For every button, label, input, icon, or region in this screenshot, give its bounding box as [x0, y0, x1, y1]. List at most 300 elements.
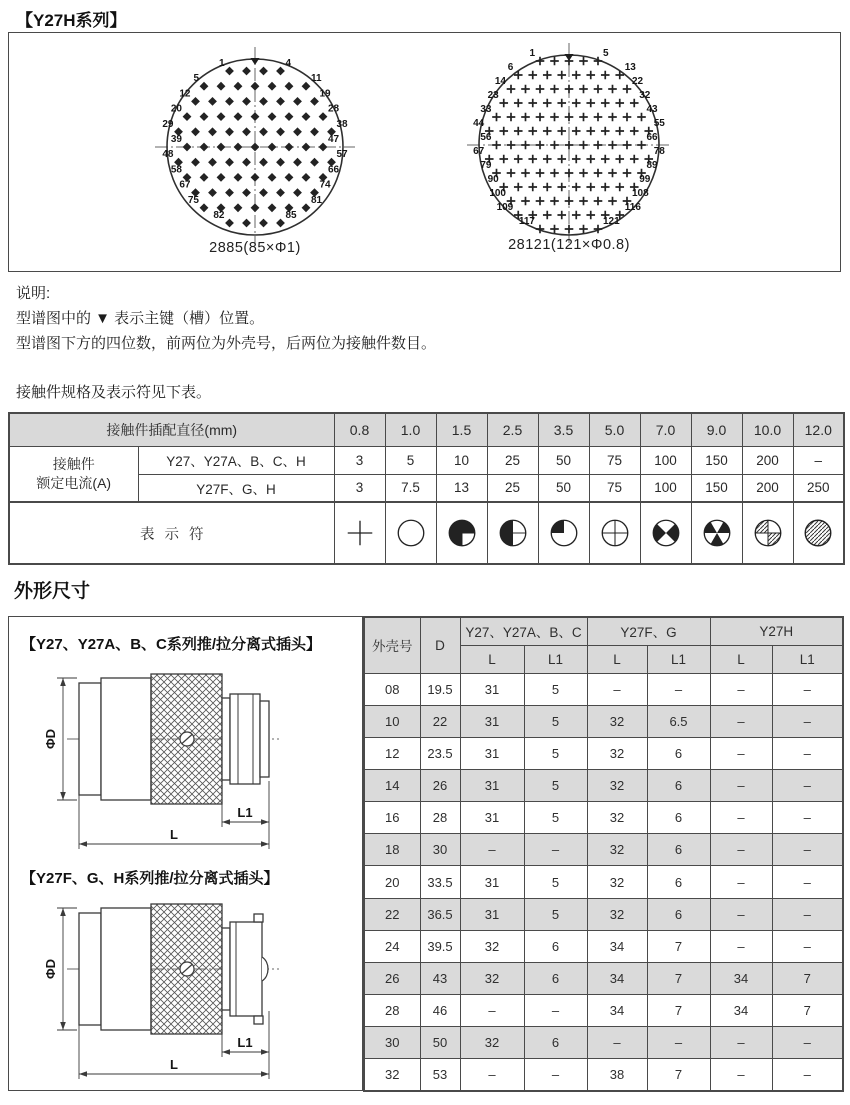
dim-cell: 7	[647, 994, 710, 1026]
dim-subcol: L	[460, 645, 524, 673]
contact-pin	[536, 113, 545, 122]
contact-pin	[302, 203, 311, 212]
dim-cell: 5	[524, 770, 587, 802]
drawing1-title: 【Y27、Y27A、B、C系列推/拉分离式插头】	[21, 636, 322, 653]
contact-pin	[234, 203, 243, 212]
contact-pin	[536, 225, 545, 234]
drawing2-title: 【Y27F、G、H系列推/拉分离式插头】	[21, 870, 279, 887]
pin-number: 82	[213, 210, 225, 221]
dim-cell: 5	[524, 737, 587, 769]
contact-pin	[259, 127, 268, 136]
contact-pin	[594, 197, 603, 206]
dim-subcol: L1	[524, 645, 587, 673]
contact-pin	[615, 183, 624, 192]
dim-d-value: 19.5	[420, 673, 460, 705]
contact-pin	[302, 82, 311, 91]
contact-pin	[586, 183, 595, 192]
contact-pin	[536, 141, 545, 150]
contact-pin	[251, 112, 260, 121]
spec-diameter-value: 1.0	[385, 413, 436, 446]
contact-pin	[586, 211, 595, 220]
dim-cell: –	[772, 898, 843, 930]
contact-pin	[565, 85, 574, 94]
pin-number: 44	[473, 118, 485, 129]
spec-current-value: 100	[640, 446, 691, 474]
circle-hatched-quads-icon	[751, 516, 785, 550]
contact-pin	[251, 82, 260, 91]
contact-pin	[579, 197, 588, 206]
contact-pin	[543, 71, 552, 80]
contact-pin	[565, 57, 574, 66]
dim-label-phi-d: ΦD	[43, 958, 58, 980]
dim-table-row	[364, 1027, 843, 1059]
contact-pin	[572, 71, 581, 80]
dim-series-group: Y27、Y27A、B、C	[460, 617, 587, 645]
contact-pin	[191, 158, 200, 167]
pin-number: 33	[480, 104, 492, 115]
dim-cell: 34	[710, 994, 772, 1026]
dim-d-value: 43	[420, 962, 460, 994]
contact-pin	[586, 71, 595, 80]
dim-cell: –	[587, 1027, 647, 1059]
dimensions-table	[363, 616, 844, 1092]
contact-pin	[623, 85, 632, 94]
dim-table-row	[364, 705, 843, 737]
spec-current-value: 50	[538, 446, 589, 474]
contact-pin	[242, 188, 251, 197]
contact-pin	[550, 225, 559, 234]
dim-cell: –	[772, 1059, 843, 1091]
contact-pin	[572, 127, 581, 136]
pin-number: 11	[311, 73, 322, 85]
contact-pin	[200, 112, 209, 121]
contact-pin	[514, 183, 523, 192]
contact-symbol-cell	[436, 502, 487, 564]
contact-pin	[572, 211, 581, 220]
dim-cell: 32	[460, 1027, 524, 1059]
contact-pin	[293, 158, 302, 167]
contact-pin	[579, 169, 588, 178]
spec-diameter-value: 2.5	[487, 413, 538, 446]
pin-number: 38	[336, 118, 348, 130]
contact-pin	[285, 82, 294, 91]
dim-cell: –	[647, 1027, 710, 1059]
contact-pin	[536, 169, 545, 178]
contact-pin	[200, 173, 209, 182]
circle-open-icon	[394, 516, 428, 550]
dim-cell: 32	[587, 770, 647, 802]
dim-cell: 6.5	[647, 705, 710, 737]
pin-number: 47	[328, 134, 340, 145]
dim-series-group: Y27F、G	[587, 617, 710, 645]
spec-diameter-value: 5.0	[589, 413, 640, 446]
notes-line-key: 型谱图中的 ▼ 表示主键（槽）位置。	[16, 310, 265, 327]
dim-cell: 7	[772, 962, 843, 994]
pin-number: 109	[496, 202, 514, 213]
contact-pin	[293, 188, 302, 197]
dim-cell: –	[524, 994, 587, 1026]
dim-cell: –	[772, 866, 843, 898]
dim-cell: 34	[587, 930, 647, 962]
pin-number: 58	[170, 164, 182, 176]
dim-cell: –	[710, 930, 772, 962]
dim-d-value: 30	[420, 834, 460, 866]
contact-pin	[557, 127, 566, 136]
plus-icon	[343, 516, 377, 550]
dim-cell: 32	[587, 834, 647, 866]
contact-symbol-cell	[538, 502, 589, 564]
contact-pin	[217, 143, 226, 152]
dim-cell: 6	[647, 737, 710, 769]
contact-symbol-cell	[691, 502, 742, 564]
dim-cell: 6	[647, 866, 710, 898]
dim-cell: –	[524, 1059, 587, 1091]
dim-cell: 32	[587, 802, 647, 834]
contact-pin	[200, 143, 209, 152]
dim-shell-value: 08	[364, 673, 420, 705]
spec-symbol-row-label: 表示符	[9, 502, 334, 564]
dim-shell-value: 18	[364, 834, 420, 866]
contact-pin	[572, 99, 581, 108]
contact-pin	[225, 67, 234, 76]
dim-cell: 32	[587, 898, 647, 930]
notes-line-code: 型谱图下方的四位数，前两位为外壳号，后两位为接触件数目。	[16, 335, 437, 352]
dim-table-row	[364, 898, 843, 930]
contact-pin	[225, 97, 234, 106]
dim-subcol: L1	[772, 645, 843, 673]
contact-pin	[579, 141, 588, 150]
dim-cell: –	[772, 705, 843, 737]
contact-symbol-cell	[742, 502, 793, 564]
dim-shell-value: 24	[364, 930, 420, 962]
plug-part	[101, 678, 151, 800]
contact-pin	[285, 112, 294, 121]
spec-current-value: 7.5	[385, 474, 436, 502]
pin-number: 1	[218, 58, 225, 69]
pin-number: 90	[487, 174, 499, 185]
contact-pin	[594, 57, 603, 66]
dim-col-shell: 外壳号	[364, 617, 420, 673]
dim-label-l1: L1	[237, 1035, 253, 1050]
dim-shell-value: 28	[364, 994, 420, 1026]
dim-subcol: L	[587, 645, 647, 673]
pin-number: 4	[285, 58, 292, 69]
circle-half-left-icon	[496, 516, 530, 550]
dim-shell-value: 12	[364, 737, 420, 769]
dim-cell: 6	[524, 962, 587, 994]
contact-pin	[615, 127, 624, 136]
contact-pin	[579, 113, 588, 122]
contact-pin	[507, 113, 516, 122]
contact-pin	[521, 197, 530, 206]
dim-cell: 31	[460, 770, 524, 802]
pin-number: 89	[646, 160, 658, 171]
spec-current-value: 25	[487, 446, 538, 474]
dim-table-row	[364, 930, 843, 962]
contact-pin	[608, 85, 617, 94]
dim-table-row	[364, 834, 843, 866]
dim-table-row	[364, 802, 843, 834]
diagram-caption-121: 28121(121×Φ0.8)	[508, 237, 630, 253]
contact-pin	[594, 169, 603, 178]
contact-pin	[507, 85, 516, 94]
contact-pin	[208, 158, 217, 167]
contact-symbol-cell	[589, 502, 640, 564]
contact-pin	[514, 155, 523, 164]
dim-cell: 31	[460, 673, 524, 705]
spec-current-value: 200	[742, 474, 793, 502]
spec-current-label: 接触件 额定电流(A)	[9, 446, 138, 502]
drawings-panel	[8, 616, 363, 1091]
contact-pin	[293, 97, 302, 106]
contact-pin	[234, 112, 243, 121]
contact-pin	[557, 71, 566, 80]
dim-cell: 32	[587, 705, 647, 737]
pin-number: 67	[179, 179, 191, 191]
contact-pin	[514, 127, 523, 136]
contact-pin	[528, 127, 537, 136]
plug-part	[260, 701, 269, 777]
dim-table-row	[364, 1059, 843, 1091]
contact-pin	[550, 141, 559, 150]
dim-cell: 7	[647, 962, 710, 994]
bayonet-lug	[262, 957, 268, 981]
contact-pin	[310, 158, 319, 167]
dim-d-value: 23.5	[420, 737, 460, 769]
contact-pin	[594, 113, 603, 122]
contact-pin	[217, 112, 226, 121]
contact-pin	[565, 225, 574, 234]
contact-pin	[302, 143, 311, 152]
dim-table-row	[364, 770, 843, 802]
plug-drawing-y27f-series	[17, 891, 352, 1089]
dim-cell: –	[524, 834, 587, 866]
contact-pin	[268, 112, 277, 121]
dim-cell: 32	[460, 930, 524, 962]
plug-part	[101, 908, 151, 1030]
dim-d-value: 26	[420, 770, 460, 802]
contact-pin	[225, 127, 234, 136]
dim-label-l1: L1	[237, 805, 253, 820]
spec-current-value: 200	[742, 446, 793, 474]
pin-number: 12	[179, 88, 191, 100]
contact-pin	[276, 158, 285, 167]
contact-pin	[543, 183, 552, 192]
dim-d-value: 46	[420, 994, 460, 1026]
contact-pin	[251, 173, 260, 182]
outline-dimensions-heading: 外形尺寸	[14, 581, 91, 602]
dim-cell: 6	[524, 930, 587, 962]
plug-part	[230, 694, 260, 784]
pin-number: 121	[603, 216, 620, 227]
contact-pin	[601, 127, 610, 136]
pin-number: 57	[336, 149, 348, 161]
contact-pin	[302, 112, 311, 121]
dim-cell: 7	[772, 994, 843, 1026]
dim-shell-value: 10	[364, 705, 420, 737]
contact-pin	[507, 169, 516, 178]
contact-pin	[601, 183, 610, 192]
contact-pin	[615, 155, 624, 164]
pin-number: 75	[187, 194, 199, 206]
dim-table-row	[364, 962, 843, 994]
dim-cell: 6	[647, 802, 710, 834]
dim-cell: –	[460, 1059, 524, 1091]
pin-number: 108	[632, 188, 649, 199]
contact-pin	[637, 113, 646, 122]
contact-pin	[191, 97, 200, 106]
dim-cell: 32	[587, 866, 647, 898]
contact-pin	[565, 197, 574, 206]
circle-quarter-topleft-icon	[547, 516, 581, 550]
spec-current-value: –	[793, 446, 844, 474]
dim-d-value: 36.5	[420, 898, 460, 930]
contact-pin	[630, 127, 639, 136]
contact-pin	[579, 85, 588, 94]
contact-pin	[285, 173, 294, 182]
dim-cell: –	[460, 834, 524, 866]
contact-pin	[586, 99, 595, 108]
pin-number: 66	[646, 132, 658, 143]
contact-pin	[586, 127, 595, 136]
dim-col-d: D	[420, 617, 460, 673]
diagram-caption-85: 2885(85×Φ1)	[209, 240, 301, 256]
spec-current-value: 10	[436, 446, 487, 474]
dim-cell: 7	[647, 930, 710, 962]
contact-pin	[319, 143, 328, 152]
dim-cell: 38	[587, 1059, 647, 1091]
contact-pin	[242, 127, 251, 136]
pin-number: 13	[624, 62, 636, 73]
pin-number: 32	[639, 90, 651, 101]
contact-pin	[183, 112, 192, 121]
spec-diameter-value: 10.0	[742, 413, 793, 446]
contact-pin	[557, 155, 566, 164]
spec-diameter-value: 9.0	[691, 413, 742, 446]
circle-three-quarter-icon	[445, 516, 479, 550]
dim-cell: 34	[587, 994, 647, 1026]
dim-cell: 34	[587, 962, 647, 994]
pin-number: 100	[489, 188, 506, 199]
contact-symbol-cell	[793, 502, 844, 564]
pin-number: 5	[603, 48, 609, 59]
pin-number: 28	[328, 103, 340, 115]
dim-shell-value: 32	[364, 1059, 420, 1091]
notes-heading: 说明:	[16, 285, 51, 302]
contact-pin	[310, 127, 319, 136]
contact-pin	[302, 173, 311, 182]
dim-cell: 5	[524, 705, 587, 737]
dim-table-row	[364, 673, 843, 705]
spec-table-intro: 接触件规格及表示符见下表。	[16, 384, 212, 401]
contact-pin	[276, 219, 285, 228]
page-title: 【Y27H系列】	[16, 11, 127, 30]
contact-pin	[191, 127, 200, 136]
spec-current-value: 150	[691, 474, 742, 502]
dim-cell: 6	[647, 834, 710, 866]
dim-shell-value: 26	[364, 962, 420, 994]
contact-pin	[285, 143, 294, 152]
outline-dimensions-section	[8, 616, 843, 1092]
dim-d-value: 22	[420, 705, 460, 737]
spec-diameter-value: 1.5	[436, 413, 487, 446]
dim-cell: 31	[460, 866, 524, 898]
plug-part	[79, 913, 101, 1025]
dim-cell: 31	[460, 898, 524, 930]
contact-pin	[507, 141, 516, 150]
dim-cell: –	[772, 802, 843, 834]
contact-pin	[225, 219, 234, 228]
spec-current-value: 100	[640, 474, 691, 502]
dim-cell: –	[710, 737, 772, 769]
contact-symbol-cell	[640, 502, 691, 564]
spec-current-value: 250	[793, 474, 844, 502]
plug-part	[230, 922, 262, 1016]
dim-cell: –	[647, 673, 710, 705]
dim-cell: –	[772, 770, 843, 802]
circle-hatched-full-icon	[801, 516, 835, 550]
dim-subcol: L1	[647, 645, 710, 673]
dim-cell: –	[710, 1027, 772, 1059]
circle-diagonal-quads-icon	[649, 516, 683, 550]
spec-current-value: 5	[385, 446, 436, 474]
dim-cell: 5	[524, 802, 587, 834]
dim-cell: 7	[647, 1059, 710, 1091]
contact-pin	[594, 141, 603, 150]
contact-pin	[259, 158, 268, 167]
circle-six-sectors-icon	[700, 516, 734, 550]
contact-pin	[208, 127, 217, 136]
dim-cell: –	[710, 1059, 772, 1091]
contact-pin	[268, 173, 277, 182]
dim-table-row	[364, 866, 843, 898]
contact-pin	[528, 71, 537, 80]
contact-pin	[528, 155, 537, 164]
contact-pin	[586, 155, 595, 164]
spec-current-value: 13	[436, 474, 487, 502]
contact-pin	[550, 85, 559, 94]
pin-number: 29	[162, 118, 174, 130]
contact-pin	[208, 97, 217, 106]
insert-arrangement-85pin-diagram	[75, 45, 435, 251]
dim-table-row	[364, 994, 843, 1026]
dim-shell-value: 20	[364, 866, 420, 898]
contact-pin	[565, 141, 574, 150]
contact-pin	[594, 225, 603, 234]
contact-pin	[630, 155, 639, 164]
contact-pin	[637, 141, 646, 150]
pin-number: 56	[480, 132, 492, 143]
plug-drawing-y27-series	[17, 661, 352, 859]
contact-pin	[572, 155, 581, 164]
dim-d-value: 33.5	[420, 866, 460, 898]
pin-number: 1	[529, 48, 535, 59]
contact-pin	[259, 219, 268, 228]
pin-number: 55	[653, 118, 665, 129]
dim-cell: 32	[460, 962, 524, 994]
dim-cell: 32	[587, 737, 647, 769]
pin-number: 74	[319, 179, 331, 191]
contact-pin	[208, 188, 217, 197]
contact-pin	[608, 141, 617, 150]
contact-pin	[514, 99, 523, 108]
insert-arrangement-box	[8, 32, 841, 272]
pin-number: 67	[473, 146, 485, 157]
dim-shell-value: 22	[364, 898, 420, 930]
contact-pin	[200, 82, 209, 91]
dim-cell: –	[772, 834, 843, 866]
contact-pin	[310, 97, 319, 106]
